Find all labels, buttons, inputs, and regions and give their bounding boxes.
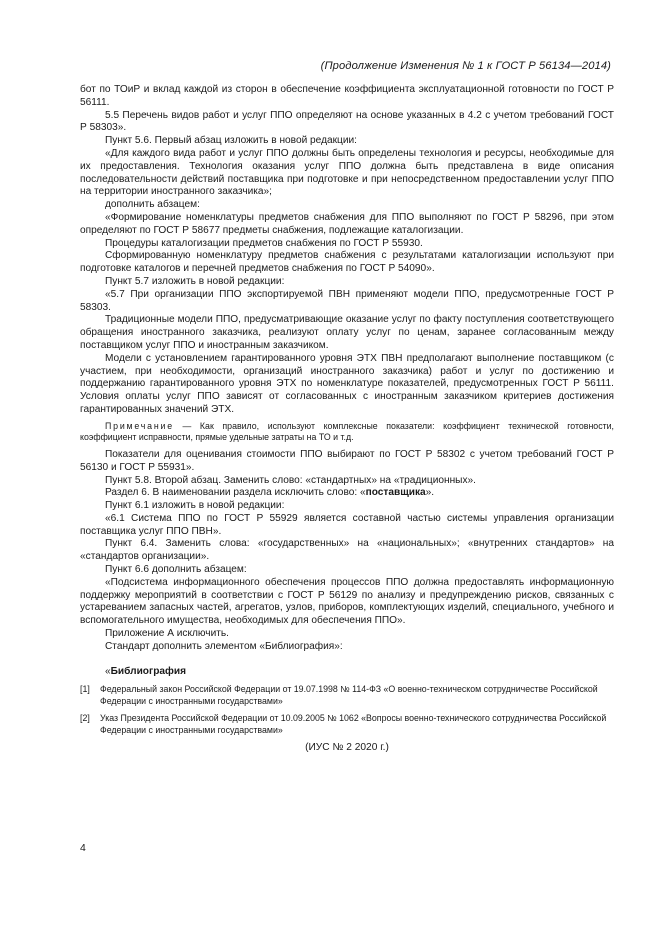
paragraph: Модели с установлением гарантированного уровня ЭТХ ПВН предполагают выполнение поставщиком (с участием, при необходимости, организаций иностранного заказчика) работ и услуг по достижению и поддержанию гарантированного уровня ЭТХ по номенклатуре показателей, предусмотренных ГОСТ Р 56111. Условия оплаты услуг ППО зависят от согласованных с иностранным заказчиком критериев достижения гарантированных значений ЭТХ. bbox=[80, 352, 614, 415]
bibliography-number: [1] bbox=[80, 684, 90, 695]
paragraph: Пункт 5.6. Первый абзац изложить в новой редакции: bbox=[105, 135, 357, 147]
note-text: — Как правило, используют комплексные показатели: коэффициент технической готовности, коэффициент исправности, прямые удельные затраты на ТО и т.д. bbox=[80, 420, 614, 443]
paragraph: бот по ТОиР и вклад каждой из сторон в обеспечение коэффициента эксплуатационной готовности по ГОСТ Р 56111. bbox=[80, 84, 614, 108]
paragraph: Приложение А исключить. bbox=[105, 628, 229, 640]
paragraph: «5.7 При организации ППО экспортируемой ПВН применяют модели ППО, предусмотренные ГОСТ Р 58303. bbox=[80, 288, 614, 313]
text-fragment: Раздел 6. В наименовании раздела исключить слово: « bbox=[105, 487, 366, 499]
paragraph: Пункт 5.8. Второй абзац. Заменить слово: «стандартных» на «традиционных». bbox=[105, 474, 476, 486]
paragraph: Пункт 6.6 дополнить абзацем: bbox=[105, 564, 247, 576]
bibliography-item bbox=[80, 684, 614, 707]
text-fragment: ». bbox=[425, 487, 435, 499]
bibliography-item bbox=[80, 713, 614, 736]
quote-mark: « bbox=[105, 665, 111, 677]
bold-word: поставщика bbox=[365, 487, 426, 499]
paragraph: «6.1 Система ППО по ГОСТ Р 55929 является составной частью системы управления организации поставщика услуг ППО ПВН». bbox=[80, 512, 614, 537]
paragraph: дополнить абзацем: bbox=[105, 199, 200, 211]
paragraph: Показатели для оценивания стоимости ППО выбирают по ГОСТ Р 58302 с учетом требований ГОСТ Р 56130 и ГОСТ Р 55931». bbox=[80, 448, 614, 473]
paragraph: «Подсистема информационного обеспечения процессов ППО должна предоставлять информационную поддержку мероприятий в соответствии с ГОСТ Р 56129 по анализу и предупреждению рисков, связанных с устареванием запасных частей, агрегатов, узлов, приборов, комплектующих изделий, специального, учебного и вспомогательного имущества, необходимых для обеспечения ППО». bbox=[80, 576, 614, 627]
paragraph: Процедуры каталогизации предметов снабжения по ГОСТ Р 55930. bbox=[105, 237, 423, 249]
note bbox=[80, 421, 614, 444]
bibliography-title bbox=[80, 666, 614, 679]
paragraph: Традиционные модели ППО, предусматривающие оказание услуг по факту поступления соответствующего обращения иностранного заказчика, реализуют оплату услуг по ценам, заранее согласованным между поставщиком услуг ППО и иностранным заказчиком. bbox=[80, 314, 614, 351]
ius-reference: (ИУС № 2 2020 г.) bbox=[305, 742, 389, 754]
paragraph: Сформированную номенклатуру предметов снабжения с результатами каталогизации используют при подготовке каталогов и перечней предметов снабжения по ГОСТ Р 54090». bbox=[80, 250, 614, 275]
page-number: 4 bbox=[80, 843, 86, 854]
document-body bbox=[80, 84, 614, 755]
bibliography-heading: Библиография bbox=[110, 665, 187, 677]
paragraph: Пункт 6.1 изложить в новой редакции: bbox=[105, 500, 285, 512]
bibliography-text: Федеральный закон Российской Федерации от 19.07.1998 № 114-ФЗ «О военно-техническом сотрудничестве Российской Федерации с иностранными государствами» bbox=[100, 684, 598, 706]
paragraph: Пункт 5.7 изложить в новой редакции: bbox=[105, 275, 285, 287]
bibliography-text: Указ Президента Российской Федерации от 10.09.2005 № 1062 «Вопросы военно-технического сотрудничества Российской Федерации с иностранными государствами» bbox=[100, 713, 607, 735]
bibliography-number: [2] bbox=[80, 713, 90, 724]
page-header: (Продолжение Изменения № 1 к ГОСТ Р 56134—2014) bbox=[320, 60, 611, 72]
note-label: Примечание bbox=[105, 420, 174, 431]
bibliography-list bbox=[80, 684, 614, 736]
paragraph: «Формирование номенклатуры предметов снабжения для ППО выполняют по ГОСТ Р 58296, при этом определяют по ГОСТ Р 58677 предметы снабжения, подлежащие каталогизации. bbox=[80, 211, 614, 236]
paragraph bbox=[80, 487, 614, 500]
paragraph: Пункт 6.4. Заменить слова: «государственных» на «национальных»; «внутренних стандартов» на «стандартов организации». bbox=[80, 538, 614, 563]
paragraph: «Для каждого вида работ и услуг ППО должны быть определены технология и ресурсы, необходимые для их предоставления. Технология оказания услуг ППО должна быть представлена в виде описания последовательности действий поставщика при подготовке и при непосредственном предоставлении услуг ППО на территории иностранного заказчика»; bbox=[80, 147, 614, 198]
paragraph: Стандарт дополнить элементом «Библиография»: bbox=[105, 640, 343, 652]
paragraph: 5.5 Перечень видов работ и услуг ППО определяют на основе указанных в 4.2 с учетом требований ГОСТ Р 58303». bbox=[80, 109, 614, 134]
